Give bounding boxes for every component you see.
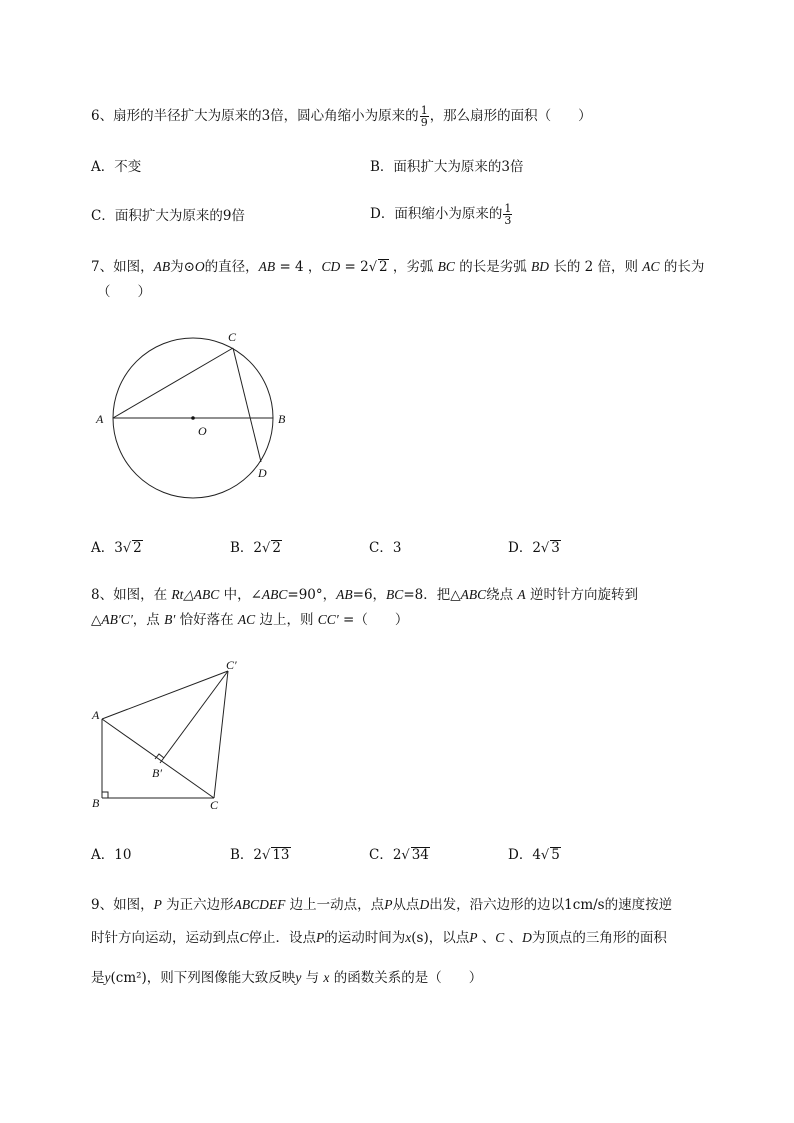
q8-option-a[interactable]: A．10 (91, 847, 132, 863)
center-point (191, 416, 195, 420)
q9-stem-line3: 是y(cm²)，则下列图像能大致反映y 与 x 的函数关系的是（ ） (91, 970, 483, 986)
label-d: D (258, 466, 267, 480)
q7-option-d[interactable]: D．2√ 3 (508, 540, 560, 556)
label-a: A (96, 412, 104, 426)
q6-option-d-fraction: $\frac{1}{3}$ (504, 202, 512, 227)
q8-stem-line1: 8、如图，在 Rt△ABC 中，∠ABC=90°，AB=6，BC=8．把△ABC绕点 A 逆时针方向旋转到 (91, 587, 638, 603)
label-c: C (228, 330, 237, 344)
q6-stem: 6、扇形的半径扩大为原来的3倍，圆心角缩小为原来的 $\frac{1}{9}$ ，那么扇形的面积（ ） (91, 104, 592, 129)
label-b-prime: B′ (152, 766, 162, 780)
chord-ac (113, 348, 233, 418)
segment-b-prime-c-prime (160, 671, 228, 763)
q7-stem-line2: （ ） (97, 284, 151, 300)
q7-circle-figure (90, 325, 300, 510)
label-a: A (92, 708, 100, 722)
q6-option-c[interactable]: C．面积扩大为原来的9倍 (91, 208, 245, 224)
q6-option-b[interactable]: B．面积扩大为原来的3倍 (370, 159, 524, 175)
q6-option-a[interactable]: A．不变 (91, 159, 142, 175)
q9-stem-line1: 9、如图，P 为正六边形ABCDEF 边上一动点，点P从点D出发，沿六边形的边以1cm/s的速度按逆 (91, 897, 673, 913)
q8-option-b[interactable]: B．2√ 13 (230, 847, 290, 863)
label-o: O (198, 424, 207, 438)
segment-ac (102, 719, 214, 798)
q7-option-b[interactable]: B．2√ 2 (230, 540, 281, 556)
label-c-prime: C′ (226, 658, 237, 672)
q6-fraction: $\frac{1}{9}$ (420, 104, 428, 129)
segment-ac-prime (102, 671, 228, 719)
q7-option-c[interactable]: C．3 (369, 540, 402, 556)
q8-triangle-figure (88, 655, 248, 815)
q8-option-c[interactable]: C．2√ 34 (369, 847, 429, 863)
q9-stem-line2: 时针方向运动，运动到点C停止．设点P的运动时间为x(s)，以点P 、C 、D为顶点的三角形的面积 (91, 930, 667, 946)
label-b: B (278, 412, 286, 426)
q8-option-d[interactable]: D．4√ 5 (508, 847, 560, 863)
label-b: B (92, 796, 100, 810)
right-angle-mark-b-prime (155, 754, 164, 759)
label-c: C (210, 798, 219, 812)
q6-option-d[interactable]: D．面积缩小为原来的 $\frac{1}{3}$ (370, 202, 512, 227)
right-angle-mark-b (102, 792, 108, 798)
q7-stem: 7、如图，AB为⊙O的直径，AB = 4 ，CD = 2√ 2 ，劣弧 BC 的长是劣弧 BD 长的 2 倍，则 AC 的长为 (91, 259, 705, 275)
segment-c-c-prime (214, 671, 228, 798)
q8-stem-line2: △AB′C′，点 B′ 恰好落在 AC 边上，则 CC′ =（ ） (91, 612, 409, 628)
q7-option-a[interactable]: A．3√ 2 (91, 540, 142, 556)
chord-cd (233, 348, 261, 462)
